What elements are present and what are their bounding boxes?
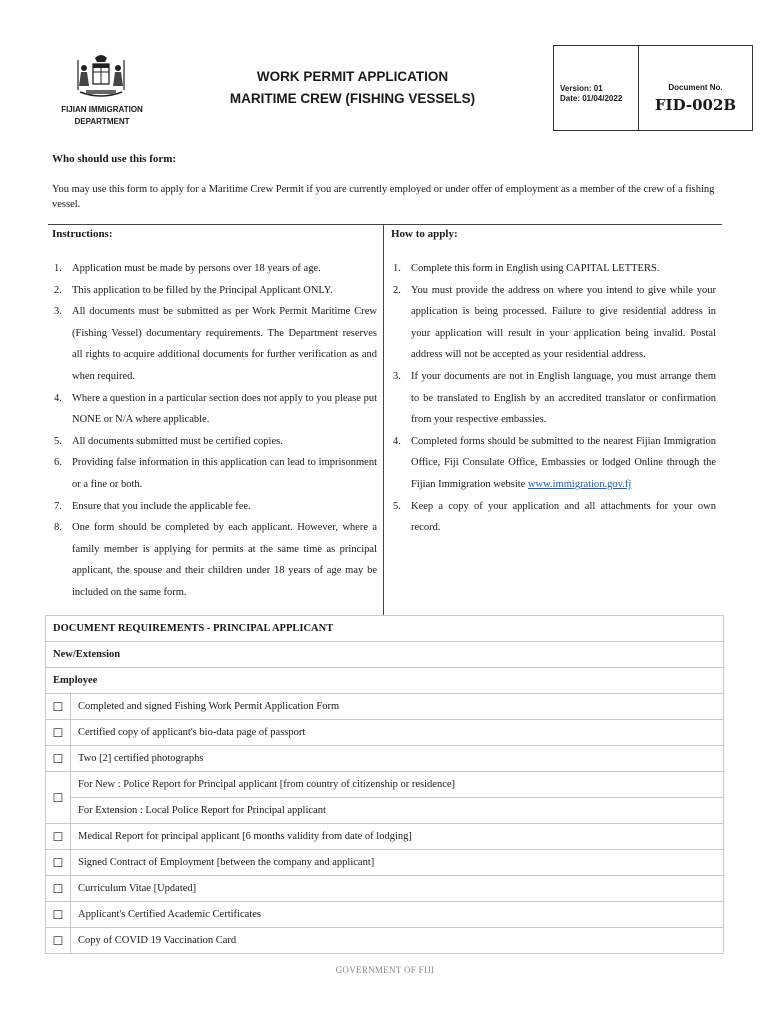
requirement-item: Two [2] certified photographs <box>71 746 724 772</box>
instruction-item: 3. All documents must be submitted as per Work Permit Maritime Crew (Fishing Vessel) documentary requirements. The Department reserves all rights to acquire additional documents for further verification as and when required. <box>54 306 377 382</box>
instruction-item: 2. This application to be filled by the Principal Applicant ONLY. <box>54 284 333 296</box>
table-row <box>46 902 724 928</box>
version-text: Version: 01 <box>560 84 603 93</box>
requirements-heading: DOCUMENT REQUIREMENTS - PRINCIPAL APPLICANT <box>46 616 724 642</box>
table-row <box>46 694 724 720</box>
form-title-line1: WORK PERMIT APPLICATION <box>256 69 449 84</box>
how-to-apply-list <box>393 258 716 539</box>
immigration-website-link[interactable]: www.immigration.gov.fj <box>527 478 632 490</box>
column-divider <box>383 224 384 616</box>
document-info-box <box>553 45 753 131</box>
instruction-item: 5. All documents submitted must be certified copies. <box>54 435 283 447</box>
instruction-item: 4. Where a question in a particular section does not apply to you please put NONE or N/A where applicable. <box>54 392 377 426</box>
checkbox[interactable]: ☐ <box>46 720 71 746</box>
requirement-item: Certified copy of applicant's bio-data page of passport <box>71 720 724 746</box>
requirement-item: For Extension : Local Police Report for Principal applicant <box>71 798 724 824</box>
instructions-heading: Instructions: <box>52 228 113 240</box>
checkbox[interactable]: ☐ <box>46 772 71 824</box>
date-text: Date: 01/04/2022 <box>560 94 623 103</box>
document-number-label: Document No. <box>668 83 723 92</box>
checkbox[interactable]: ☐ <box>46 928 71 954</box>
checkbox[interactable]: ☐ <box>46 902 71 928</box>
table-row <box>46 720 724 746</box>
table-row <box>46 928 724 954</box>
table-row <box>46 746 724 772</box>
department-name: FIJIAN IMMIGRATION DEPARTMENT <box>61 105 143 126</box>
instruction-item: 7. Ensure that you include the applicable fee. <box>54 500 251 512</box>
requirement-item: Medical Report for principal applicant [6 months validity from date of lodging] <box>71 824 724 850</box>
page-footer: GOVERNMENT OF FIJI <box>335 965 435 975</box>
document-number-cell <box>639 46 752 130</box>
checkbox[interactable]: ☐ <box>46 824 71 850</box>
how-to-apply-item: 3. If your documents are not in English language, you must arrange them to be translated to English by an accredited translator or confirmation from your respective embassies. <box>393 370 716 426</box>
checkbox[interactable]: ☐ <box>46 850 71 876</box>
checkbox[interactable]: ☐ <box>46 746 71 772</box>
table-row <box>46 850 724 876</box>
table-row <box>46 824 724 850</box>
page-header <box>0 0 770 150</box>
requirements-subheading: New/Extension <box>46 642 724 668</box>
requirement-item: For New : Police Report for Principal applicant [from country of citizenship or residence] <box>71 772 724 798</box>
requirement-item: Curriculum Vitae [Updated] <box>71 876 724 902</box>
requirement-item: Signed Contract of Employment [between the company and applicant] <box>71 850 724 876</box>
how-to-apply-item: 1. Complete this form in English using CAPITAL LETTERS. <box>393 263 660 274</box>
how-to-apply-item: 5. Keep a copy of your application and all attachments for your own record. <box>393 500 716 534</box>
form-title-line2: MARITIME CREW (FISHING VESSELS) <box>229 91 476 106</box>
instructions-section <box>48 224 722 616</box>
requirements-category: Employee <box>46 668 724 694</box>
fiji-coat-of-arms-icon <box>72 50 130 102</box>
how-to-apply-item: 2. You must provide the address on where you intend to give while your application is being processed. Failure to give residential address in your application will result in your application being invalid. Postal address will not be accepted as your residential address. <box>393 284 716 361</box>
who-should-use-heading: Who should use this form: <box>52 153 177 165</box>
instruction-item: 8. One form should be completed by each applicant. However, where a family member is applying for permits at the same time as principal applicant, the spouse and their children under 18 years of age may be included on the same form. <box>54 522 377 598</box>
form-title <box>200 66 505 110</box>
how-to-apply-item: 4. Completed forms should be submitted to the nearest Fijian Immigration Office, Fiji Consulate Office, Embassies or lodged Online through the Fijian Immigration website www.immigration.gov.fj <box>393 435 716 490</box>
table-row <box>46 876 724 902</box>
how-to-apply-heading: How to apply: <box>391 228 458 240</box>
instruction-item: 1. Application must be made by persons over 18 years of age. <box>54 263 321 274</box>
instructions-list <box>54 258 377 604</box>
requirement-item: Applicant's Certified Academic Certificates <box>71 902 724 928</box>
requirement-item: Copy of COVID 19 Vaccination Card <box>71 928 724 954</box>
section-divider <box>48 224 722 225</box>
version-info <box>554 46 639 130</box>
document-number: FID-002B <box>654 96 737 114</box>
checkbox[interactable]: ☐ <box>46 694 71 720</box>
table-row <box>46 798 724 824</box>
checkbox[interactable]: ☐ <box>46 876 71 902</box>
instruction-item: 6. Providing false information in this application can lead to imprisonment or a fine or both. <box>54 457 377 490</box>
requirement-item: Completed and signed Fishing Work Permit Application Form <box>71 694 724 720</box>
document-requirements-table <box>45 615 724 954</box>
table-row <box>46 772 724 798</box>
who-should-use-text: You may use this form to apply for a Maritime Crew Permit if you are currently employed or under offer of employment as a member of the crew of a fishing vessel. <box>52 184 715 210</box>
